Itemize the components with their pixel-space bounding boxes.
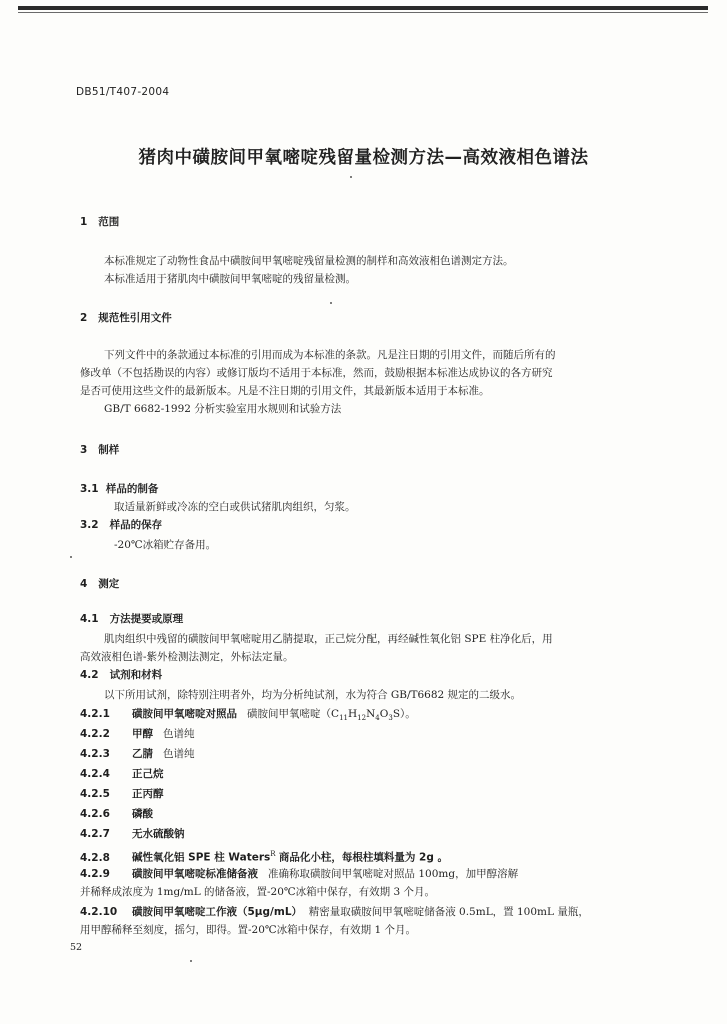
page-number: 52: [70, 942, 83, 953]
section-title: 规范性引用文件: [98, 312, 172, 324]
reagent-item: 4.2.9 磺胺间甲氧嘧啶标准储备液 准确称取磺胺间甲氧嘧啶对照品 100mg，加甲醇溶解: [80, 868, 519, 880]
reagent-item: 4.2.8 碱性氧化铝 SPE 柱 Waters$^R$ 商品化小柱，每根柱填料量为 2g 。: [80, 850, 449, 864]
subsection-number: 4.1: [80, 613, 99, 625]
subsection-title: 样品的保存: [109, 519, 163, 531]
section-number: 3: [80, 444, 88, 456]
paragraph: -20℃冰箱贮存备用。: [114, 539, 217, 551]
paragraph-line: 用甲醇稀释至刻度，摇匀，即得。置-20℃冰箱中保存，有效期 1 个月。: [80, 924, 417, 936]
reagent-item: 4.2.5 正丙醇: [80, 788, 164, 800]
paragraph-line: 肌肉组织中残留的磺胺间甲氧嘧啶用乙腈提取，正己烷分配，再经碱性氧化铝 SPE 柱净化后，用: [104, 633, 553, 645]
paragraph-line: 是否可使用这些文件的最新版本。凡是不注日期的引用文件，其最新版本适用于本标准。: [80, 385, 490, 397]
reagent-item: 4.2.4 正己烷: [80, 768, 164, 780]
top-rule: [18, 6, 708, 10]
reference-item: GB/T 6682-1992 分析实验室用水规则和试验方法: [104, 403, 342, 415]
scan-speck: [330, 302, 332, 304]
section-4-heading: [80, 577, 119, 591]
standard-number: DB51/T407-2004: [76, 86, 170, 98]
scan-speck: [70, 556, 72, 558]
section-3-heading: [80, 443, 119, 457]
subsection-number: 3.1: [80, 483, 99, 495]
document-title: 猪肉中磺胺间甲氧嘧啶残留量检测方法—高效液相色谱法: [138, 148, 589, 168]
paragraph-line: 修改单（不包括勘误的内容）或修订版均不适用于本标准，然而，鼓励根据本标准达成协议的各方研究: [80, 367, 553, 379]
paragraph-line: 高效液相色谱-紫外检测法测定，外标法定量。: [80, 651, 294, 663]
section-number: 4: [80, 578, 88, 590]
paragraph: 取适量新鲜或冷冻的空白或供试猪肌肉组织，匀浆。: [114, 501, 356, 513]
subsection-title: 样品的制备: [105, 483, 159, 495]
subsection-title: 方法提要或原理: [109, 613, 184, 625]
section-2-heading: [80, 311, 172, 325]
subsection-title: 试剂和材料: [109, 669, 163, 681]
section-title: 测定: [98, 578, 120, 590]
reagent-item: 4.2.7 无水硫酸钠: [80, 828, 185, 840]
paragraph-line: 并稀释成浓度为 1mg/mL 的储备液，置-20℃冰箱中保存，有效期 3 个月。: [80, 886, 436, 898]
reagent-item: 4.2.10 磺胺间甲氧嘧啶工作液（5μg/mL） 精密量取磺胺间甲氧嘧啶储备液 0.5mL，置 100mL 量瓶，: [80, 906, 589, 918]
paragraph: 本标准适用于猪肌肉中磺胺间甲氧嘧啶的残留量检测。: [104, 273, 356, 285]
subsection-3-1-heading: [80, 482, 158, 496]
reagent-item: 4.2.1 磺胺间甲氧嘧啶对照品 磺胺间甲氧嘧啶$(C_{11}H_{12}N_4O_3S)$。: [80, 708, 416, 723]
section-number: 2: [80, 312, 88, 324]
section-title: 范围: [98, 216, 120, 228]
reagent-item: 4.2.3 乙腈 色谱纯: [80, 748, 195, 760]
top-rule-thin: [18, 12, 708, 13]
reagent-item: 4.2.2 甲醇 色谱纯: [80, 728, 195, 740]
paragraph: 本标准规定了动物性食品中磺胺间甲氧嘧啶残留量检测的制样和高效液相色谱测定方法。: [104, 255, 514, 267]
section-title: 制样: [98, 444, 120, 456]
section-number: 1: [80, 216, 88, 228]
paragraph-line: 下列文件中的条款通过本标准的引用而成为本标准的条款。凡是注日期的引用文件，而随后所有的: [104, 349, 556, 361]
reagent-item: 4.2.6 磷酸: [80, 808, 153, 820]
paragraph: 以下所用试剂，除特别注明者外，均为分析纯试剂，水为符合 GB/T6682 规定的二级水。: [104, 689, 522, 701]
subsection-number: 4.2: [80, 669, 99, 681]
subsection-4-2-heading: [80, 668, 162, 682]
subsection-3-2-heading: [80, 518, 162, 532]
subsection-number: 3.2: [80, 519, 99, 531]
section-1-heading: [80, 215, 119, 229]
subsection-4-1-heading: [80, 612, 183, 626]
scan-speck: [190, 960, 192, 962]
scan-speck: [350, 176, 352, 178]
